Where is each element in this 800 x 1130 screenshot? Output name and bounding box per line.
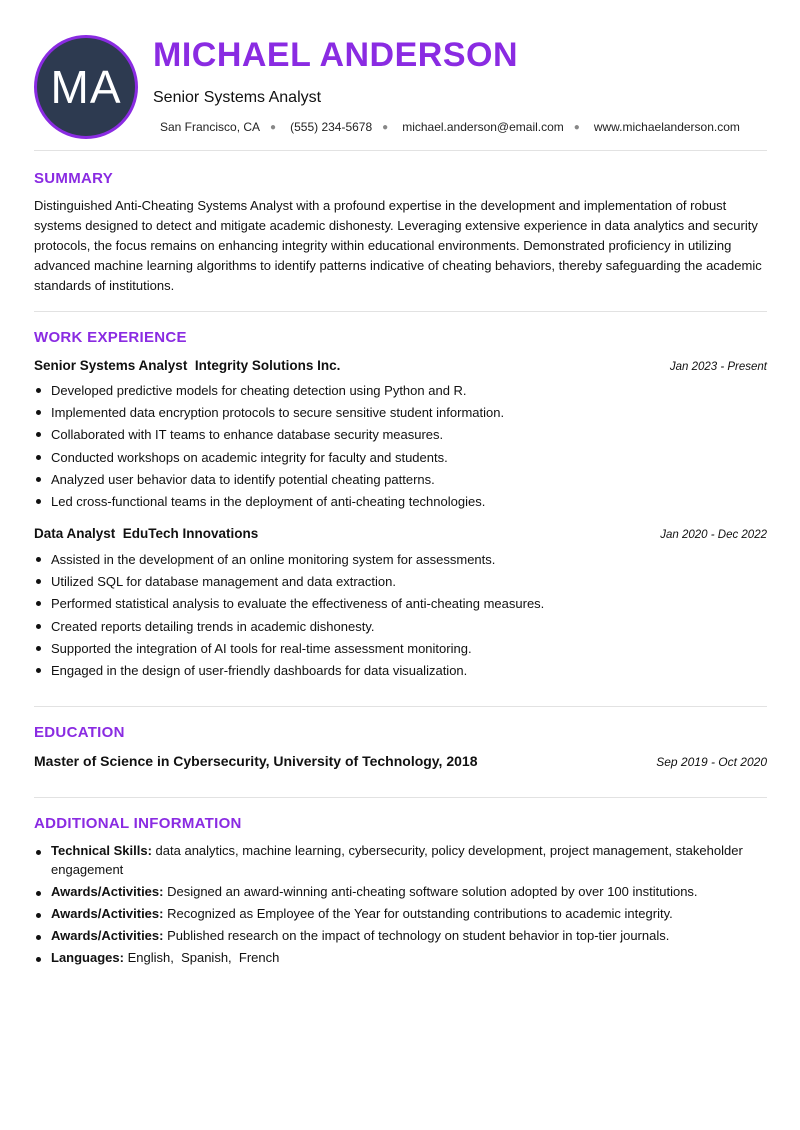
separator-dot-icon: ● (382, 121, 389, 133)
item-text: Published research on the impact of technology on student behavior in top-tier journals. (167, 928, 670, 944)
list-item (34, 927, 767, 946)
education-entry (34, 753, 767, 769)
list-item: Supported the integration of AI tools for real-time assessment monitoring. (34, 638, 767, 660)
summary-text: Distinguished Anti-Cheating Systems Analyst with a profound expertise in the development and implementation of robust systems designed to detect and mitigate academic dishonesty. Leveraging extensive experience in data analytics and security protocols, the focus remains on enhancing integrity within educational environments. Demonstrated proficiency in utilizing advanced machine learning algorithms to identify patterns indicative of cheating behaviors, thereby safeguarding the academic standards of institutions. (34, 198, 762, 293)
list-item: Engaged in the design of user-friendly dashboards for data visualization. (34, 660, 767, 682)
job-role: Data Analyst (34, 526, 116, 541)
job-company: Integrity Solutions Inc. (194, 358, 341, 373)
item-label: Awards/Activities: (51, 905, 164, 921)
divider (34, 150, 767, 151)
job-header (34, 358, 767, 373)
education-dates: Sep 2019 - Oct 2020 (656, 755, 767, 769)
divider (34, 797, 767, 798)
item-text: Recognized as Employee of the Year for outstanding contributions to academic integrity. (167, 905, 673, 921)
candidate-name: MICHAEL ANDERSON (153, 36, 519, 74)
item-label: Languages: (51, 950, 124, 966)
separator-dot-icon: ● (573, 121, 580, 133)
list-item: Assisted in the development of an online monitoring system for assessments. (34, 549, 767, 571)
contact-line (160, 120, 740, 134)
job-role: Senior Systems Analyst (34, 358, 188, 373)
job-bullets (34, 549, 767, 682)
education-heading: EDUCATION (34, 724, 125, 741)
job-role-company (34, 526, 258, 541)
contact-location: San Francisco, CA (160, 120, 261, 134)
job-role-company (34, 358, 340, 373)
item-label: Awards/Activities: (51, 883, 164, 899)
divider (34, 311, 767, 312)
item-text: English, Spanish, French (127, 950, 280, 966)
avatar-initials: MA (50, 61, 122, 113)
job-bullets (34, 380, 767, 513)
job-dates: Jan 2023 - Present (669, 361, 767, 373)
list-item (34, 905, 767, 924)
list-item: Utilized SQL for database management and data extraction. (34, 571, 767, 593)
job-dates: Jan 2020 - Dec 2022 (660, 529, 767, 541)
contact-email[interactable]: michael.anderson@email.com (402, 120, 564, 134)
item-label: Awards/Activities: (51, 928, 164, 944)
separator-dot-icon: ● (270, 121, 277, 133)
experience-heading: WORK EXPERIENCE (34, 329, 187, 346)
list-item: Implemented data encryption protocols to secure sensitive student information. (34, 402, 767, 424)
education-degree: Master of Science in Cybersecurity, University of Technology, 2018 (34, 753, 478, 769)
divider (34, 706, 767, 707)
item-text: Designed an award-winning anti-cheating software solution adopted by over 100 institutions. (167, 883, 698, 899)
list-item (34, 842, 767, 879)
list-item: Created reports detailing trends in academic dishonesty. (34, 616, 767, 638)
list-item: Led cross-functional teams in the deployment of anti-cheating technologies. (34, 491, 767, 513)
list-item (34, 883, 767, 902)
list-item: Analyzed user behavior data to identify potential cheating patterns. (34, 469, 767, 491)
list-item: Conducted workshops on academic integrity for faculty and students. (34, 447, 767, 469)
list-item (34, 949, 767, 968)
summary-heading: SUMMARY (34, 170, 114, 187)
candidate-title: Senior Systems Analyst (153, 89, 322, 106)
contact-website[interactable]: www.michaelanderson.com (593, 120, 740, 134)
list-item: Performed statistical analysis to evaluate the effectiveness of anti-cheating measures. (34, 593, 767, 615)
item-label: Technical Skills: (51, 843, 152, 858)
list-item: Collaborated with IT teams to enhance database security measures. (34, 424, 767, 446)
contact-phone: (555) 234-5678 (290, 120, 373, 134)
list-item: Developed predictive models for cheating detection using Python and R. (34, 380, 767, 402)
additional-list (34, 842, 767, 971)
job-header (34, 526, 767, 541)
item-text: data analytics, machine learning, cybersecurity, policy development, project management, stakeholder engagement (51, 843, 743, 877)
avatar (34, 35, 138, 139)
additional-heading: ADDITIONAL INFORMATION (34, 815, 242, 832)
job-company: EduTech Innovations (122, 526, 259, 541)
